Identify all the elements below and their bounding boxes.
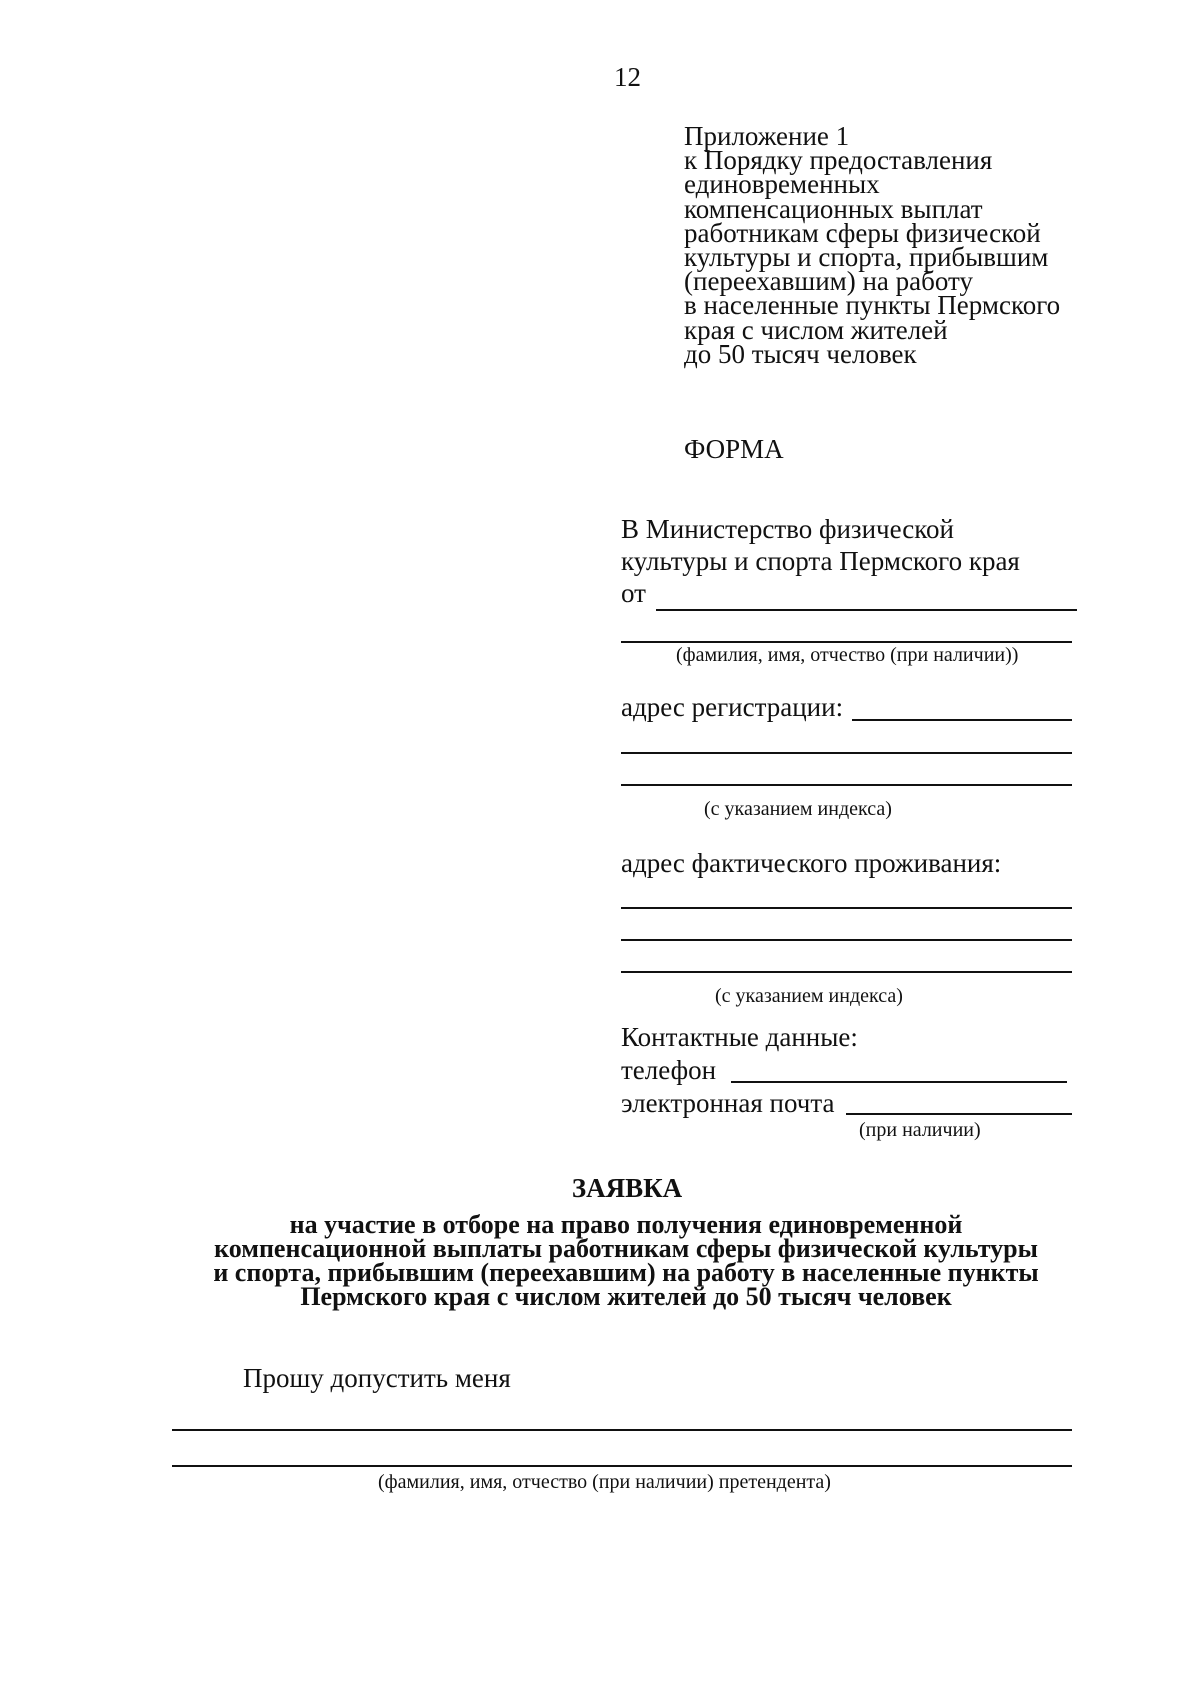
applicant-name-field-line-2[interactable]	[172, 1465, 1072, 1467]
registration-address-label: адрес регистрации:	[621, 692, 844, 722]
appendix-line: до 50 тысяч человек	[684, 338, 917, 369]
phone-label: телефон	[621, 1055, 717, 1085]
appendix-line: компенсационных выплат	[684, 193, 983, 224]
application-title: ЗАЯВКА	[571, 1173, 683, 1203]
applicant-caption: (фамилия, имя, отчество (при наличии) претендента)	[378, 1471, 831, 1493]
addressee-line-1: В Министерство физической	[621, 514, 954, 544]
appendix-line: (переехавшим) на работу	[684, 266, 973, 297]
registration-address-field-line-2[interactable]	[621, 752, 1072, 754]
subtitle-line: Пермского края с числом жителей до 50 тысяч человек	[300, 1282, 952, 1311]
actual-address-field-line-3[interactable]	[621, 971, 1072, 973]
request-text: Прошу допустить меня	[243, 1363, 511, 1393]
subtitle-line: компенсационной выплаты работникам сферы физической культуры	[214, 1234, 1038, 1263]
appendix-line: культуры и спорта, прибывшим	[684, 242, 1049, 273]
appendix-line: работникам сферы физической	[684, 217, 1041, 248]
actual-address-field[interactable]	[621, 907, 1072, 909]
subtitle-line: и спорта, прибывшим (переехавшим) на работу в населенные пункты	[213, 1258, 1039, 1287]
form-label: ФОРМА	[684, 434, 784, 464]
page-number: 12	[614, 62, 641, 92]
appendix-line: единовременных	[684, 169, 880, 200]
appendix-line: к Порядку предоставления	[684, 145, 993, 176]
addressee-line-2: культуры и спорта Пермского края	[621, 546, 1020, 576]
registration-address-field[interactable]	[852, 719, 1072, 721]
phone-field[interactable]	[731, 1081, 1067, 1083]
appendix-line: края с числом жителей	[684, 314, 948, 345]
email-caption: (при наличии)	[859, 1119, 981, 1141]
actual-address-label: адрес фактического проживания:	[621, 848, 1002, 878]
actual-address-caption: (с указанием индекса)	[715, 985, 903, 1007]
registration-address-field-line-3[interactable]	[621, 784, 1072, 786]
application-subtitle	[170, 1210, 1082, 1311]
registration-address-caption: (с указанием индекса)	[704, 798, 892, 820]
email-label: электронная почта	[621, 1088, 835, 1118]
contacts-label: Контактные данные:	[621, 1022, 858, 1052]
appendix-line: в населенные пункты Пермского	[684, 290, 1061, 321]
from-name-field[interactable]	[656, 609, 1077, 611]
name-caption: (фамилия, имя, отчество (при наличии))	[676, 644, 1019, 666]
applicant-name-field[interactable]	[172, 1429, 1072, 1431]
appendix-block	[684, 121, 1104, 369]
actual-address-field-line-2[interactable]	[621, 939, 1072, 941]
subtitle-line: на участие в отборе на право получения единовременной	[289, 1210, 963, 1239]
appendix-line: Приложение 1	[684, 121, 850, 151]
from-label: от	[621, 578, 646, 608]
email-field[interactable]	[846, 1113, 1072, 1115]
